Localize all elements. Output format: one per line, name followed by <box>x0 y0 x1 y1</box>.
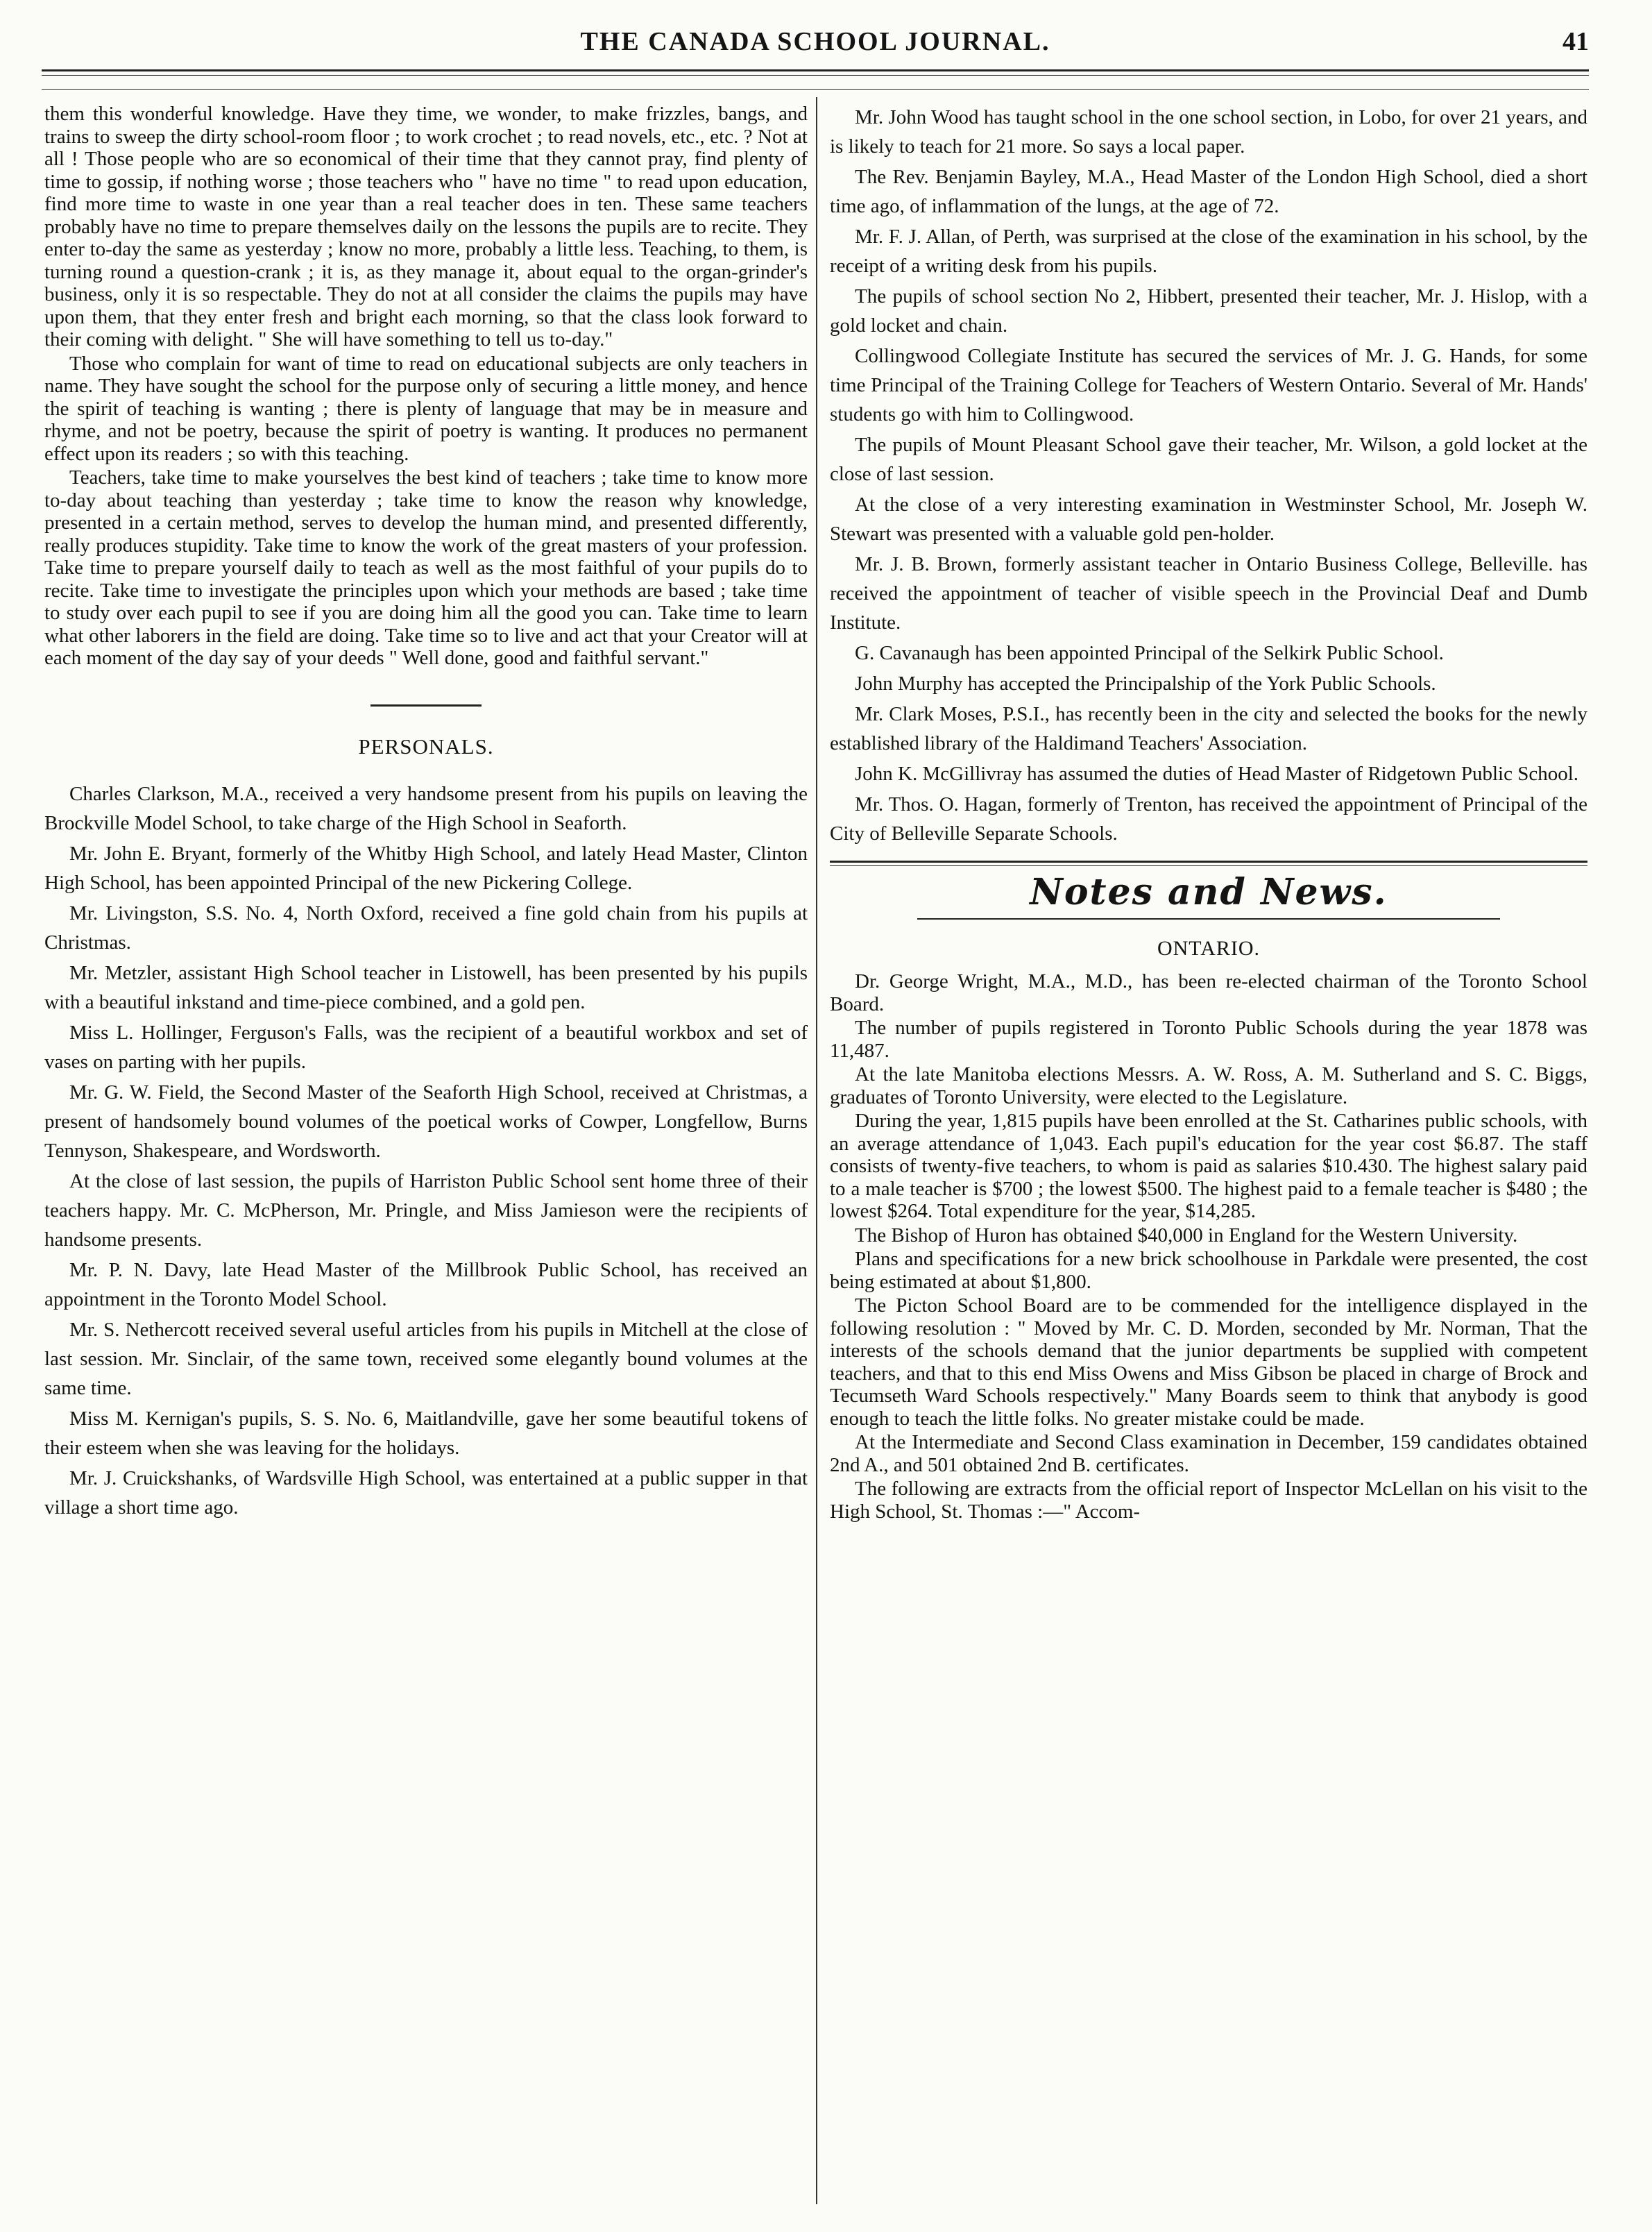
right-column <box>830 103 1587 1524</box>
personal-item: Mr. G. W. Field, the Second Master of the Seaforth High School, received at Christmas, a present of handsomely bound volumes of the poetical works of Cowper, Longfellow, Burns Tennyson, Shakespeare, and Wordsworth. <box>44 1081 808 1162</box>
news-item: At the late Manitoba elections Messrs. A. W. Ross, A. M. Sutherland and S. C. Biggs, graduates of Toronto University, were elected to the Legislature. <box>830 1063 1587 1108</box>
header-rule-thin <box>42 75 1589 76</box>
personal-item: Mr. S. Nethercott received several useful articles from his pupils in Mitchell at the close of last session. Mr. Sinclair, of the same town, received some elegantly bound volumes at the same time. <box>44 1318 808 1399</box>
personal-item: Mr. Livingston, S.S. No. 4, North Oxford, received a fine gold chain from his pupils at Christmas. <box>44 902 808 954</box>
personal-item: Mr. Thos. O. Hagan, formerly of Trenton, has received the appointment of Principal of the City of Belleville Separate Schools. <box>830 793 1587 845</box>
news-item: The Bishop of Huron has obtained $40,000 in England for the Western University. <box>855 1224 1518 1246</box>
personal-item: Mr. P. N. Davy, late Head Master of the Millbrook Public School, has received an appointment in the Toronto Model School. <box>44 1258 808 1310</box>
personal-item: Mr. J. B. Brown, formerly assistant teacher in Ontario Business College, Belleville. has received the appointment of teacher of visible speech in the Provincial Deaf and Dumb Institute. <box>830 553 1587 634</box>
personal-item: The pupils of school section No 2, Hibbert, presented their teacher, Mr. J. Hislop, with a gold locket and chain. <box>830 285 1587 337</box>
personal-item: Mr. J. Cruickshanks, of Wardsville High School, was entertained at a public supper in that village a short time ago. <box>44 1466 808 1519</box>
notes-underline <box>917 918 1500 920</box>
news-item: During the year, 1,815 pupils have been enrolled at the St. Catharines public schools, with an average attendance of 1,043. Each pupil's education for the year cost $6.87. The staff consists of twenty-five teachers, to whom is paid as salaries $10.430. The highest salary paid to a male teacher is $700 ; the lowest $500. The highest paid to a female teacher is $480 ; the lowest $264. Total expenditure for the year, $14,285. <box>830 1110 1587 1222</box>
personal-item: The Rev. Benjamin Bayley, M.A., Head Master of the London High School, died a short time ago, of inflammation of the lungs, at the age of 72. <box>830 166 1587 217</box>
personal-item: G. Cavanaugh has been appointed Principal of the Selkirk Public School. <box>855 642 1444 664</box>
personal-item: Mr. John E. Bryant, formerly of the Whitby High School, and lately Head Master, Clinton High School, has been appointed Principal of the new Pickering College. <box>44 842 808 894</box>
article-paragraph: them this wonderful knowledge. Have they time, we wonder, to make frizzles, bangs, and trains to sweep the dirty school-room floor ; to work crochet ; to read novels, etc., etc. ? Not at all ! Those people who are so economical of their time that they cannot pray, find plenty of time to gossip, if nothing worse ; those teachers who " have no time " to read upon education, find more time to waste in one year than a real teacher does in ten. These same teachers probably have no time to prepare themselves daily on the lessons the pupils are to recite. They enter to-day the same as yesterday ; know no more, probably a little less. Teaching, to them, is turning round a question-crank ; it is, as they manage it, about equal to the organ-grinder's business, only it is so respectable. They do not at all consider the claims the pupils may have upon them, that they enter fresh and bright each morning, so that the class look forward to their coming with delight. " She will have something to tell us to-day." <box>44 103 808 350</box>
personal-item: John K. McGillivray has assumed the duties of Head Master of Ridgetown Public School. <box>855 763 1579 785</box>
personal-item: Mr. John Wood has taught school in the one school section, in Lobo, for over 21 years, and is likely to teach for 21 more. So says a local paper. <box>830 106 1587 158</box>
page-header <box>42 21 1589 62</box>
personal-item: The pupils of Mount Pleasant School gave their teacher, Mr. Wilson, a gold locket at the close of last session. <box>830 434 1587 485</box>
notes-rule <box>830 861 1587 863</box>
article-paragraph: Those who complain for want of time to read on educational subjects are only teachers in name. They have sought the school for the purpose only of securing a little money, and hence the spirit of teaching is wanting ; there is plenty of language that may be in measure and rhyme, and not be poetry, because the spirit of poetry is wanting. It produces no permanent effect upon its readers ; so with this teaching. <box>44 352 808 465</box>
ontario-heading: ONTARIO. <box>1157 937 1261 960</box>
notes-and-news-heading: Notes and News. <box>1030 871 1388 913</box>
personal-item: At the close of last session, the pupils of Harriston Public School sent home three of their teachers happy. Mr. C. McPherson, Mr. Pringle, and Miss Jamieson were the recipients of handsome presents. <box>44 1169 808 1251</box>
personal-item: Miss L. Hollinger, Ferguson's Falls, was the recipient of a beautiful workbox and set of vases on parting with her pupils. <box>44 1021 808 1073</box>
personal-item: Mr. F. J. Allan, of Perth, was surprised at the close of the examination in his school, by the receipt of a writing desk from his pupils. <box>830 226 1587 277</box>
notes-rule-thin <box>830 865 1587 866</box>
personals-heading: PERSONALS. <box>358 734 494 759</box>
news-item: Plans and specifications for a new brick schoolhouse in Parkdale were presented, the cost being estimated at about $1,800. <box>830 1248 1587 1293</box>
article-paragraph: Teachers, take time to make yourselves the best kind of teachers ; take time to know more to-day about teaching than yesterday ; take time to know the reason why knowledge, presented in a certain method, serves to develop the human mind, and presented differently, really produces stupidity. Take time to know the work of the great masters of your profession. Take time to prepare yourself daily to teach as well as the most faithful of your pupils do to recite. Take time to investigate the principles upon which your methods are based ; take time to study over each pupil to see if you are doing him all the good you can. Take time to learn what other laborers in the field are doing. Take time so to live and act that your Creator will at each moment of the day say of your deeds " Well done, good and faithful servant." <box>44 466 808 669</box>
personal-item: Charles Clarkson, M.A., received a very handsome present from his pupils on leaving the Brockville Model School, to take charge of the High School in Seaforth. <box>44 782 808 834</box>
news-item: The following are extracts from the official report of Inspector McLellan on his visit to the High School, St. Thomas :—" Accom- <box>830 1478 1587 1523</box>
header-rule-lower <box>42 89 1589 90</box>
news-item: Dr. George Wright, M.A., M.D., has been re-elected chairman of the Toronto School Board. <box>830 970 1587 1015</box>
personal-item: Mr. Clark Moses, P.S.I., has recently been in the city and selected the books for the newly established library of the Haldimand Teachers' Association. <box>830 703 1587 754</box>
section-divider <box>371 704 482 707</box>
column-divider <box>816 97 817 2204</box>
news-item: At the Intermediate and Second Class examination in December, 159 candidates obtained 2nd A., and 501 obtained 2nd B. certificates. <box>830 1431 1587 1476</box>
personal-item: Mr. Metzler, assistant High School teacher in Listowell, has been presented by his pupils with a beautiful inkstand and time-piece combined, and a gold pen. <box>44 961 808 1013</box>
news-item: The Picton School Board are to be commended for the intelligence displayed in the following resolution : " Moved by Mr. C. D. Morden, seconded by Mr. Norman, That the interests of the schools demand that the junior departments be supplied with competent teachers, and that to this end Miss Owens and Miss Gibson be placed in charge of Brock and Tecumseth Ward Schools respectively." Many Boards seem to think that anybody is good enough to teach the little folks. No greater mistake could be made. <box>830 1294 1587 1430</box>
personal-item: John Murphy has accepted the Principalship of the York Public Schools. <box>855 673 1436 695</box>
page-number: 41 <box>1562 27 1589 56</box>
news-item: The number of pupils registered in Toronto Public Schools during the year 1878 was 11,487. <box>830 1017 1587 1062</box>
journal-title: THE CANADA SCHOOL JOURNAL. <box>580 27 1050 56</box>
header-rule <box>42 69 1589 71</box>
personal-item: Miss M. Kernigan's pupils, S. S. No. 6, Maitlandville, gave her some beautiful tokens of their esteem when she was leaving for the holidays. <box>44 1407 808 1459</box>
personal-item: At the close of a very interesting examination in Westminster School, Mr. Joseph W. Stewart was presented with a valuable gold pen-holder. <box>830 493 1587 545</box>
personal-item: Collingwood Collegiate Institute has secured the services of Mr. J. G. Hands, for some time Principal of the Training College for Teachers of Western Ontario. Several of Mr. Hands' students go with him to Collingwood. <box>830 345 1587 425</box>
left-column <box>44 103 808 1523</box>
